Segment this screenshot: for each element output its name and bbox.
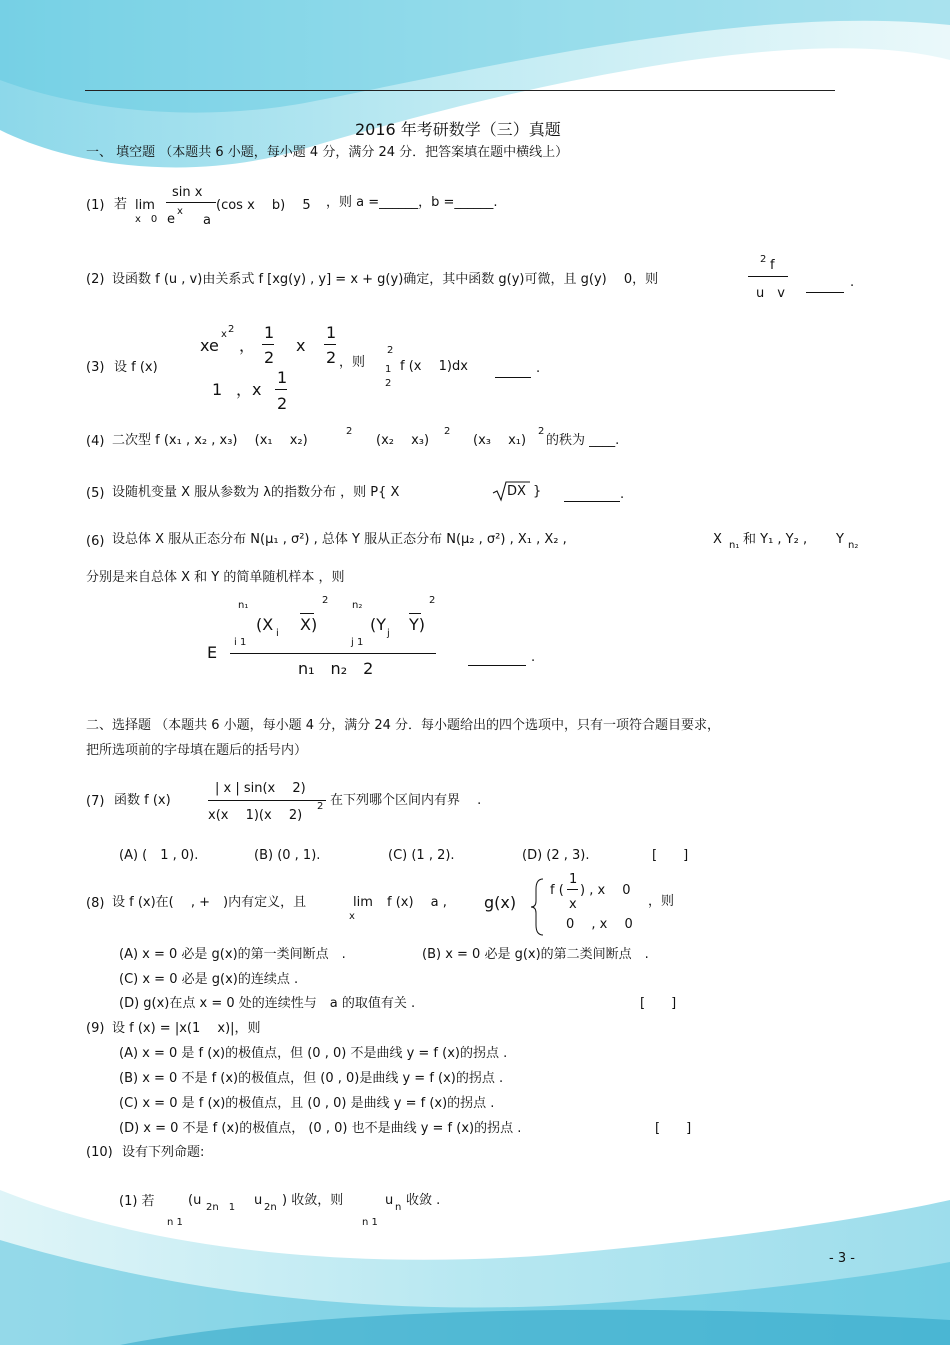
q6-answer-blank[interactable] bbox=[468, 665, 526, 666]
q7-tail: 在下列哪个区间内有界 . bbox=[330, 793, 482, 808]
q8-case1-denom: x bbox=[569, 897, 577, 912]
q8-rest: f (x) a , bbox=[387, 895, 447, 910]
q6-E: E bbox=[207, 643, 218, 662]
q8-lim: lim bbox=[353, 895, 373, 910]
q10-p1-u1: (u bbox=[188, 1193, 202, 1208]
q5-text: 设随机变量 X 服从参数为 λ的指数分布 ，则 P{ X bbox=[112, 485, 400, 500]
q7-numerator: | x | sin(x 2) bbox=[215, 781, 306, 796]
q6-frac-line bbox=[230, 653, 436, 654]
q8-text: 设 f (x)在( , + )内有定义，且 bbox=[112, 895, 307, 910]
q1-tail: ，则 a =______，b =______. bbox=[326, 195, 498, 210]
q3-case1: xe bbox=[200, 336, 219, 355]
q2-number: (2) bbox=[86, 272, 105, 287]
q1-lim-sub: x 0 bbox=[135, 214, 158, 225]
q1-denom-x: x bbox=[177, 206, 183, 217]
q10-p1-lead: (1) 若 bbox=[119, 1194, 155, 1209]
q8-lim-sub: x bbox=[349, 911, 355, 922]
q3-answer-blank[interactable] bbox=[495, 377, 531, 378]
q3-case1-sup2: 2 bbox=[228, 324, 235, 335]
q3-h3-numer: 1 bbox=[277, 368, 288, 387]
q8-g: g(x) bbox=[484, 893, 517, 912]
q6-sum1-lower: i 1 bbox=[234, 637, 247, 648]
q3-ze: ，则 bbox=[339, 355, 366, 370]
q6-j: j bbox=[387, 628, 390, 639]
q2-frac-line bbox=[748, 276, 788, 277]
q3-h1-denom: 2 bbox=[264, 348, 275, 367]
q1-rest: (cos x b) 5 bbox=[216, 198, 311, 213]
q5-close: } bbox=[533, 484, 542, 499]
q6-number: (6) bbox=[86, 534, 105, 549]
q9-option-A[interactable]: (A) x = 0 是 f (x)的极值点，但 (0 , 0) 不是曲线 y = f (x)的拐点 . bbox=[119, 1046, 508, 1061]
section2-heading-line2: 把所选项前的字母填在题后的括号内） bbox=[86, 743, 308, 758]
left-brace-icon bbox=[528, 877, 548, 937]
q8-case1-b: ) , x 0 bbox=[580, 883, 631, 898]
q7-number: (7) bbox=[86, 794, 105, 809]
page-number: - 3 - bbox=[829, 1251, 855, 1266]
q6-sum2-upper: n₂ bbox=[352, 600, 363, 611]
q3-tail: . bbox=[536, 361, 541, 376]
q6-term2: (Y bbox=[370, 615, 387, 634]
q6-xbar-line bbox=[300, 613, 314, 614]
q8-option-C[interactable]: (C) x = 0 必是 g(x)的连续点 . bbox=[119, 972, 299, 987]
q3-h2-denom: 2 bbox=[326, 348, 337, 367]
q1-denom-a: a bbox=[203, 213, 211, 228]
q9-answer-bracket[interactable]: [ ] bbox=[655, 1121, 692, 1136]
q8-case1-a: f ( bbox=[550, 883, 564, 898]
q6-sum2-lower: j 1 bbox=[351, 637, 364, 648]
q7-answer-bracket[interactable]: [ ] bbox=[652, 848, 689, 863]
q6-yn-sub: n₂ bbox=[848, 540, 859, 551]
q1-lead: 若 bbox=[114, 197, 128, 212]
q7-frac-line bbox=[208, 800, 326, 801]
q6-sup1: 2 bbox=[322, 595, 329, 606]
q1-lim: lim bbox=[135, 198, 155, 213]
q4-sup1: 2 bbox=[346, 426, 353, 437]
q9-option-D[interactable]: (D) x = 0 不是 f (x)的极值点， (0 , 0) 也不是曲线 y = f (x)的拐点 . bbox=[119, 1121, 522, 1136]
q6-term1: (X bbox=[256, 615, 274, 634]
q3-h2-numer: 1 bbox=[326, 323, 337, 342]
q5-answer-blank[interactable] bbox=[564, 501, 620, 502]
q10-p1-u1-sub: 2n 1 bbox=[206, 1202, 236, 1213]
q4-tail: 的秩为 ____. bbox=[546, 433, 620, 448]
q6-i: i bbox=[276, 628, 279, 639]
q4-part2: (x₂ x₃) bbox=[376, 433, 430, 448]
q6-sup2: 2 bbox=[429, 595, 436, 606]
q1-frac-line bbox=[166, 202, 216, 203]
q9-number: (9) bbox=[86, 1021, 105, 1036]
q3-h3-denom: 2 bbox=[277, 394, 288, 413]
q10-p1-un-sub: n bbox=[395, 1202, 402, 1213]
q8-option-A[interactable]: (A) x = 0 必是 g(x)的第一类间断点 . bbox=[119, 947, 346, 962]
q6-text: 设总体 X 服从正态分布 N(μ₁ , σ²) , 总体 Y 服从正态分布 N(μ₂ , σ²) , X₁ , X₂ , bbox=[112, 532, 567, 547]
q1-numerator: sin x bbox=[172, 185, 203, 200]
section2-heading-line1: 二、选择题 （本题共 6 小题，每小题 4 分，满分 24 分．每小题给出的四个选项中，只有一项符合题目要求， bbox=[86, 718, 721, 733]
q6-and: 和 Y₁ , Y₂ , bbox=[743, 532, 808, 547]
q3-h2-line bbox=[324, 344, 336, 345]
q3-h1-numer: 1 bbox=[264, 323, 275, 342]
q3-h1-line bbox=[262, 344, 274, 345]
q6-xn-sub: n₁ bbox=[729, 540, 740, 551]
q5-tail: . bbox=[620, 487, 625, 502]
q10-sum2-lower: n 1 bbox=[362, 1217, 378, 1228]
q2-numer: f bbox=[770, 258, 775, 273]
q7-lead: 函数 f (x) bbox=[114, 793, 171, 808]
q6-ybar: Y) bbox=[409, 615, 426, 634]
q7-option-D[interactable]: (D) (2 , 3). bbox=[522, 848, 590, 863]
q2-text: 设函数 f (u , v)由关系式 f [xg(y) , y] = x + g(y)确定，其中函数 g(y)可微，且 g(y) 0，则 bbox=[112, 272, 659, 287]
q4-number: (4) bbox=[86, 434, 105, 449]
q8-case1-frac-line bbox=[567, 889, 578, 890]
q9-option-C[interactable]: (C) x = 0 是 f (x)的极值点，且 (0 , 0) 是曲线 y = f (x)的拐点 . bbox=[119, 1096, 495, 1111]
q10-p1-un: u bbox=[385, 1193, 394, 1208]
q4-part3: (x₃ x₁) bbox=[473, 433, 527, 448]
q8-case1-numer: 1 bbox=[569, 872, 578, 887]
q6-xn: X bbox=[713, 532, 722, 547]
q3-number: (3) bbox=[86, 360, 105, 375]
q3-case1-comma: ， bbox=[239, 336, 256, 355]
q5-sqrt-content: DX bbox=[507, 484, 526, 499]
q1-denom-e: e bbox=[167, 212, 175, 227]
page-title: 2016 年考研数学（三）真题 bbox=[355, 120, 561, 139]
q10-p1-u2-sub: 2n bbox=[264, 1202, 277, 1213]
q3-case1-sup: x bbox=[221, 329, 227, 340]
q2-answer-blank[interactable] bbox=[806, 292, 844, 293]
q6-yn: Y bbox=[836, 532, 844, 547]
q7-option-B[interactable]: (B) (0 , 1). bbox=[254, 848, 321, 863]
q3-integral-lower-n: 1 bbox=[385, 364, 392, 375]
q10-p1-u2: u bbox=[254, 1193, 263, 1208]
q10-p1-rest: ) 收敛，则 bbox=[282, 1193, 344, 1208]
q3-integrand: f (x 1)dx bbox=[400, 359, 468, 374]
q10-text: 设有下列命题: bbox=[122, 1145, 205, 1160]
q10-sum1-lower: n 1 bbox=[167, 1217, 183, 1228]
q6-tail: . bbox=[531, 650, 536, 665]
q7-denom-sup: 2 bbox=[317, 801, 324, 812]
q3-h3-line bbox=[275, 389, 287, 390]
q6-sum1-upper: n₁ bbox=[238, 600, 249, 611]
q4-sup2: 2 bbox=[444, 426, 451, 437]
q6-xbar: X) bbox=[300, 615, 318, 634]
q3-case2-x: ，x bbox=[236, 380, 262, 399]
q8-case2: 0 , x 0 bbox=[566, 917, 633, 932]
q8-option-B[interactable]: (B) x = 0 必是 g(x)的第二类间断点 . bbox=[422, 947, 649, 962]
q2-tail: . bbox=[850, 275, 855, 290]
section1-heading: 一、 填空题 （本题共 6 小题，每小题 4 分，满分 24 分．把答案填在题中横线上） bbox=[86, 145, 569, 160]
q3-case1-x: x bbox=[296, 336, 306, 355]
q3-lead: 设 f (x) bbox=[114, 360, 158, 375]
q5-number: (5) bbox=[86, 486, 105, 501]
q6-denominator: n₁ n₂ 2 bbox=[298, 659, 374, 678]
q9-option-B[interactable]: (B) x = 0 不是 f (x)的极值点，但 (0 , 0)是曲线 y = f (x)的拐点 . bbox=[119, 1071, 504, 1086]
q3-integral-lower-d: 2 bbox=[385, 378, 392, 389]
q4-sup3: 2 bbox=[538, 426, 545, 437]
q7-denominator: x(x 1)(x 2) bbox=[208, 808, 303, 823]
q6-line2: 分别是来自总体 X 和 Y 的简单随机样本 ，则 bbox=[86, 570, 345, 585]
q9-text: 设 f (x) = |x(1 x)|，则 bbox=[112, 1021, 261, 1036]
q10-number: (10) bbox=[86, 1145, 113, 1160]
q8-tail: ，则 bbox=[648, 894, 675, 909]
q4-text: 二次型 f (x₁ , x₂ , x₃) (x₁ x₂) bbox=[112, 433, 308, 448]
q8-number: (8) bbox=[86, 896, 105, 911]
q6-ybar-line bbox=[409, 613, 421, 614]
q3-integral-upper: 2 bbox=[387, 345, 394, 356]
q3-case2: 1 bbox=[212, 380, 223, 399]
q10-p1-tail: 收敛 . bbox=[406, 1193, 441, 1208]
q8-option-D[interactable]: (D) g(x)在点 x = 0 处的连续性与 a 的取值有关 . bbox=[119, 996, 416, 1011]
q2-denom: u v bbox=[756, 286, 785, 301]
header-rule bbox=[85, 90, 835, 91]
q2-numer-sup: 2 bbox=[760, 254, 767, 265]
q1-number: (1) bbox=[86, 198, 105, 213]
q7-option-C[interactable]: (C) (1 , 2). bbox=[388, 848, 455, 863]
q7-option-A[interactable]: (A) ( 1 , 0). bbox=[119, 848, 199, 863]
q8-answer-bracket[interactable]: [ ] bbox=[640, 996, 677, 1011]
